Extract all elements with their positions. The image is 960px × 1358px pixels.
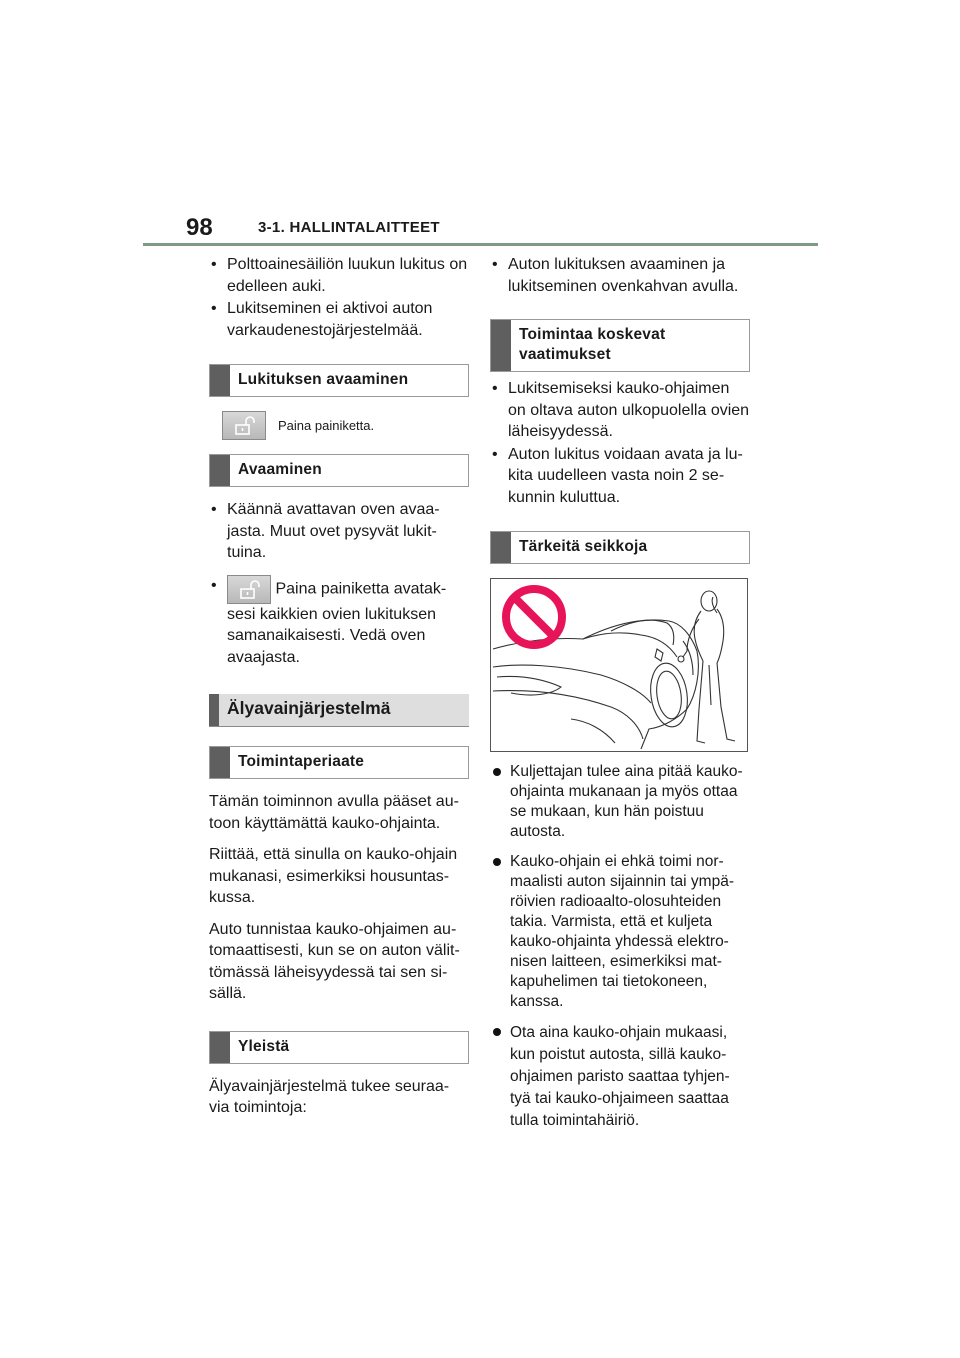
requirements-section-title: Toimintaa koskevat vaatimukset	[519, 326, 666, 363]
general-section-box	[209, 1031, 469, 1064]
top-bullet-list	[490, 254, 750, 297]
principle-section-title: Toimintaperiaate	[238, 753, 365, 770]
paragraph: Riittää, että sinulla on kauko-ohjain mukanasi, esimerkiksi housuntas-kussa.	[209, 846, 458, 906]
unlock-note-row	[222, 411, 469, 440]
principle-text	[209, 791, 469, 1005]
list-item	[490, 762, 750, 842]
smart-key-heading	[209, 694, 469, 727]
intro-bullet-list	[209, 254, 469, 341]
unlock-key-icon	[222, 411, 266, 440]
unlock-key-icon	[227, 575, 271, 604]
requirements-bullet-list	[490, 378, 750, 508]
smart-key-heading-title: Älyavainjärjestelmä	[227, 698, 391, 718]
list-item: • Lukitsemiseksi kauko-ohjaimen on oltava auton ulkopuolella ovien läheisyydessä.	[490, 378, 750, 443]
left-column	[209, 254, 469, 1129]
section-title: 3-1. HALLINTALAITTEET	[258, 219, 440, 236]
open-section-title: Avaaminen	[238, 461, 322, 478]
page-header	[0, 0, 960, 250]
paragraph: Auto tunnistaa kauko-ohjaimen au-tomaattisesti, kun se on auton välit-tömässä läheisyydessä tai sen si-sällä.	[209, 920, 460, 1002]
list-item: • Lukitseminen ei aktivoi auton varkaudenestojärjestelmää.	[209, 298, 469, 341]
general-section-title: Yleistä	[238, 1037, 290, 1055]
header-rule	[143, 243, 818, 246]
unlock-section-box	[209, 364, 469, 397]
list-item	[490, 1022, 750, 1132]
person-illustration	[678, 591, 735, 743]
open-bullet-text: Paina painiketta avatak-sesi kaikkien ovien lukituksen samanaikaisesti. Vedä oven avaajasta.	[227, 580, 447, 666]
important-section-box	[490, 531, 750, 564]
list-item: • Käännä avattavan oven avaa-jasta. Muut ovet pysyvät lukit-tuina.	[209, 499, 469, 564]
note-text: Kuljettajan tulee aina pitää kauko-ohjainta mukanaan ja myös ottaa se mukaan, kun hän poistuu autosta.	[510, 763, 743, 840]
list-item: • Auton lukitus voidaan avata ja lu-kita uudelleen vasta noin 2 se-kunnin kuluttua.	[490, 444, 750, 509]
list-item	[209, 575, 469, 669]
open-bullet-list	[209, 499, 469, 668]
open-section-box	[209, 454, 469, 487]
list-item: • Polttoainesäiliön luukun lukitus on edelleen auki.	[209, 254, 469, 297]
general-text: Älyavainjärjestelmä tukee seuraa-via toimintoja:	[209, 1077, 450, 1116]
unlock-section-title: Lukituksen avaaminen	[238, 371, 409, 388]
principle-section-box	[209, 746, 469, 779]
paragraph: Tämän toiminnon avulla pääset au-toon käyttämättä kauko-ohjainta.	[209, 793, 459, 832]
note-text: Kauko-ohjain ei ehkä toimi nor-maalisti auton sijainnin tai ympä-röivien radioaalto-olosuhteiden takia. Varmista, että et kuljeta kauko-ohjainta yhdessä elektro-nisen laitteen, esimerkiksi mat-kapuhelimen tai tietokoneen, kanssa.	[510, 853, 734, 1010]
right-column	[490, 254, 750, 1142]
page-number: 98	[186, 214, 213, 241]
list-item	[490, 852, 750, 1012]
list-item: • Auton lukituksen avaaminen ja lukitseminen ovenkahvan avulla.	[490, 254, 750, 297]
important-notes-list	[490, 762, 750, 1132]
prohibition-sign-icon	[506, 589, 562, 645]
note-text: Ota aina kauko-ohjain mukaasi, kun poistut autosta, sillä kauko-ohjaimen paristo saattaa tyhjen-tyä tai kauko-ohjaimeen saattaa tulla toimintahäiriö.	[510, 1024, 730, 1129]
requirements-section-box	[490, 319, 750, 372]
unlock-note: Paina painiketta.	[278, 417, 375, 433]
warning-illustration	[490, 578, 748, 752]
important-section-title: Tärkeitä seikkoja	[519, 538, 648, 555]
car-illustration	[491, 579, 747, 751]
